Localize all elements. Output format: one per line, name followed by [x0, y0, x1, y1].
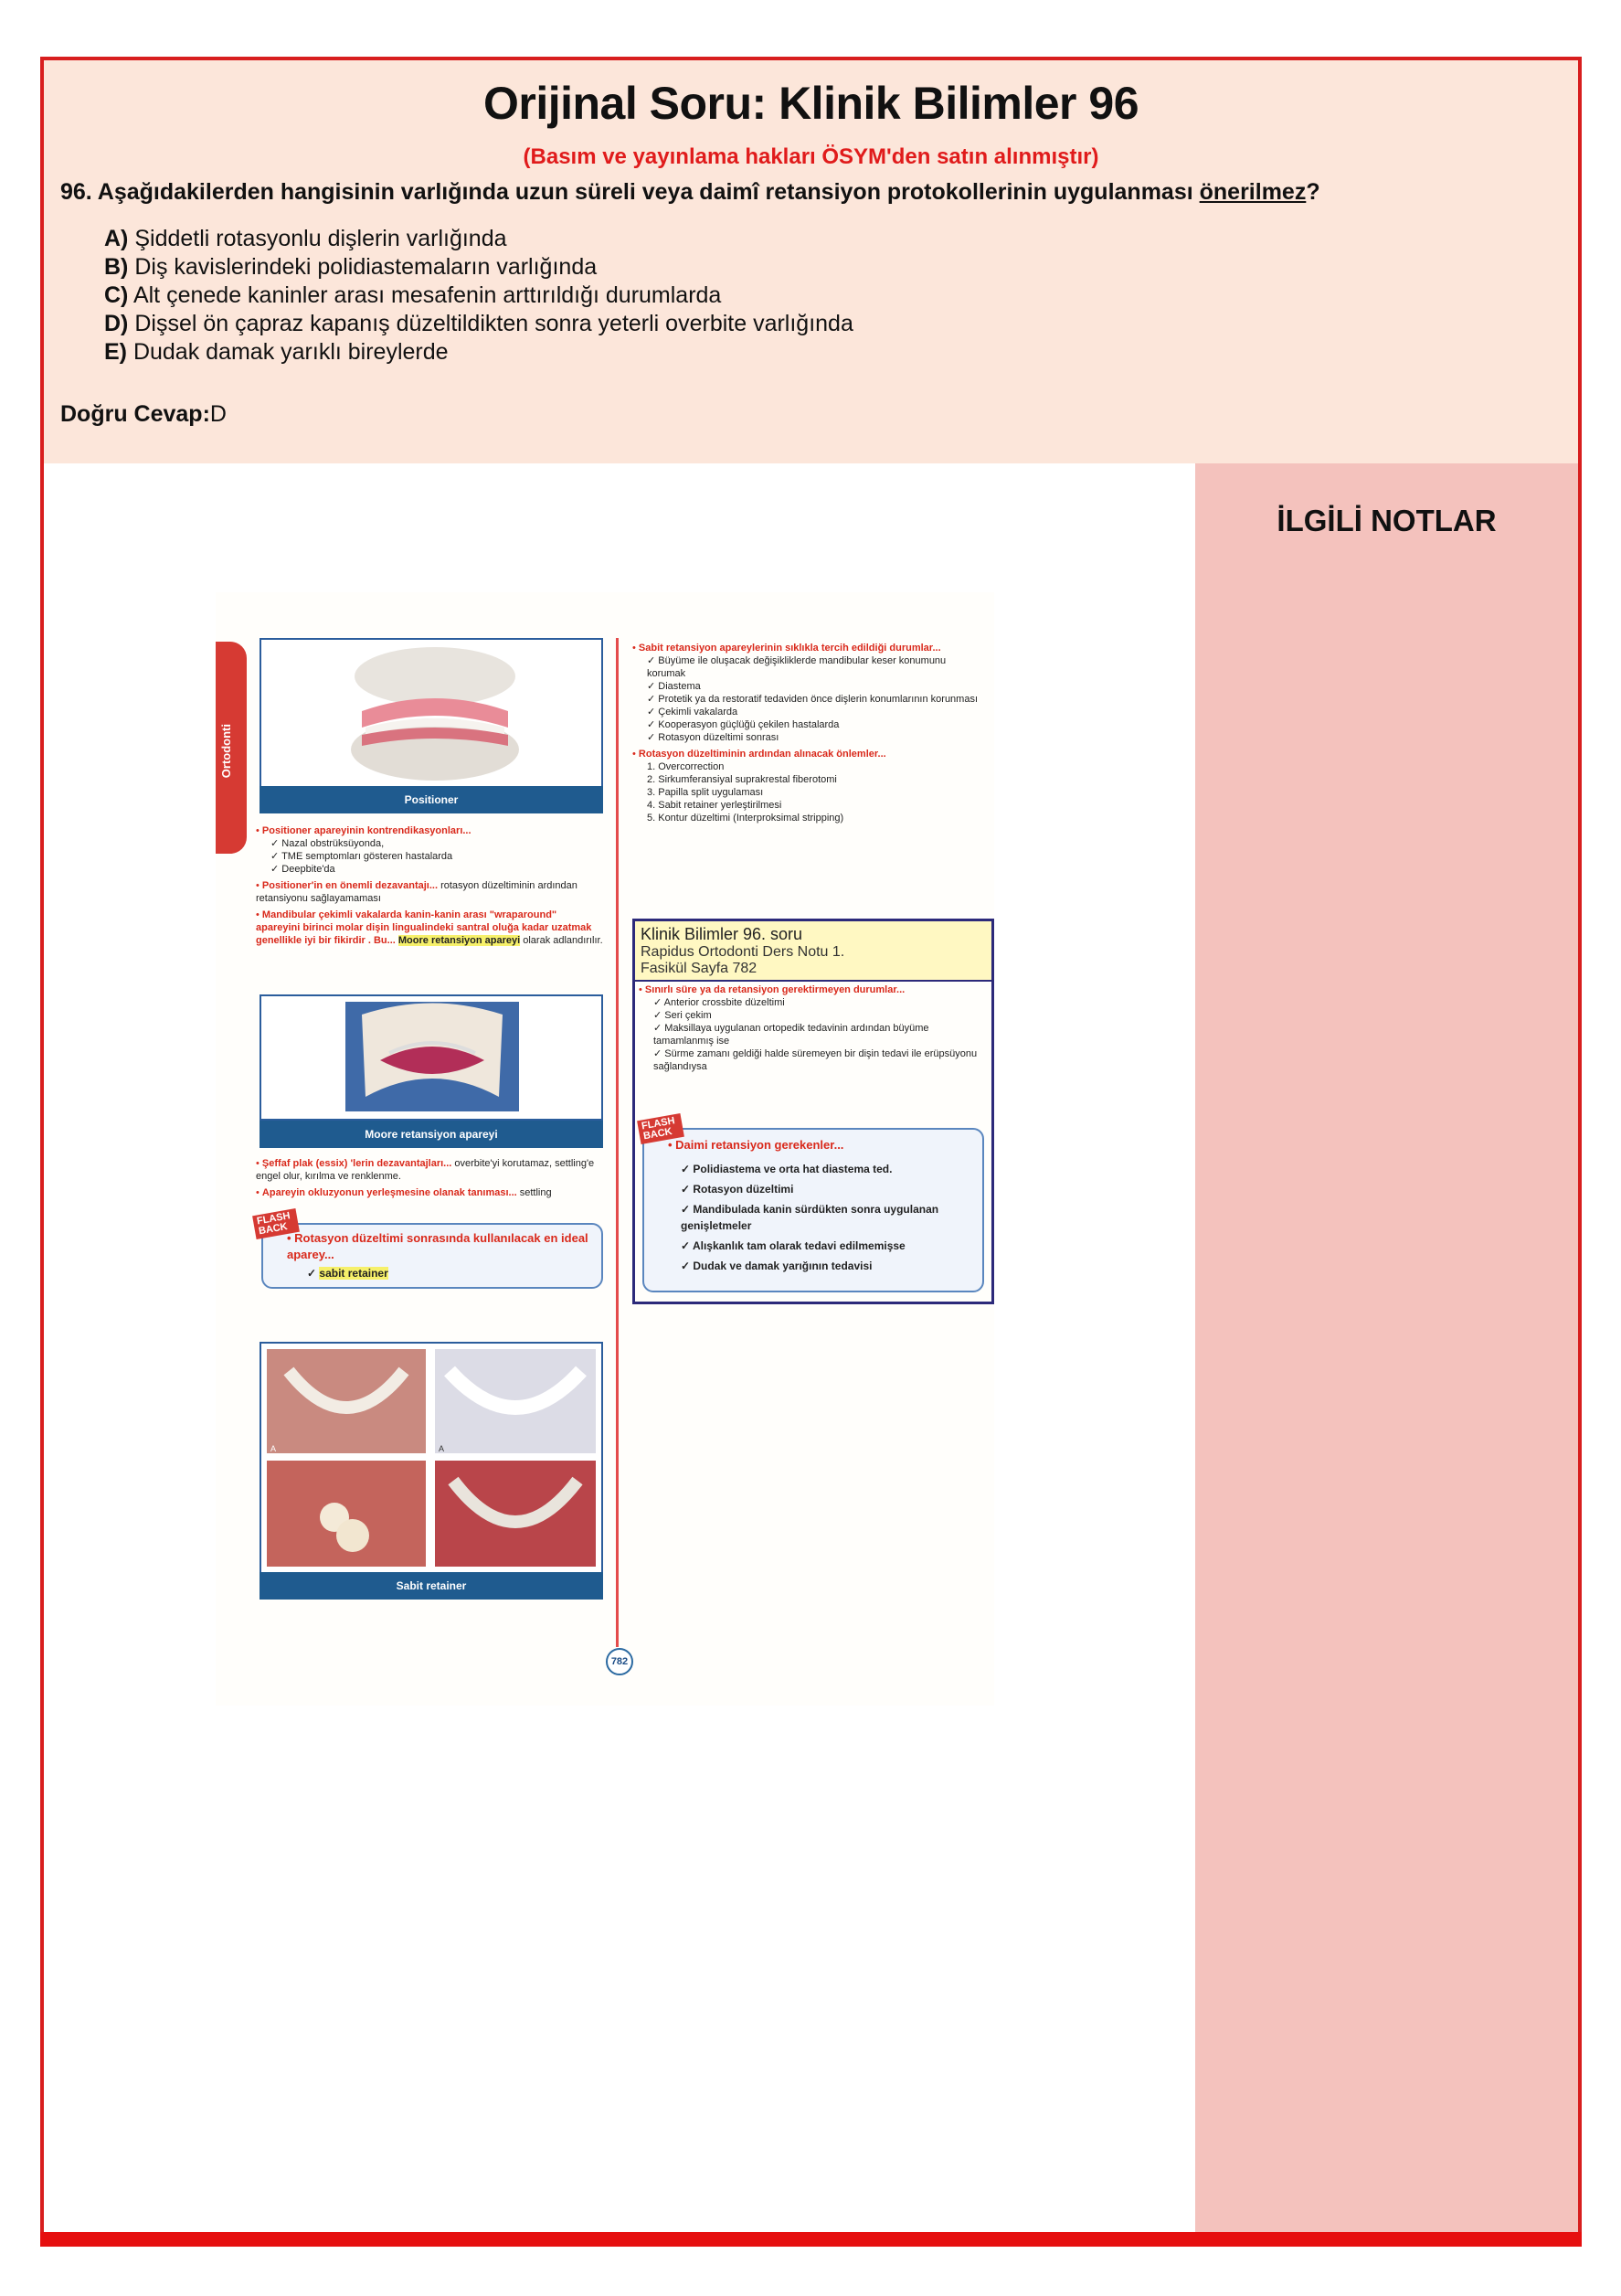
- positioner-notes: • Positioner apareyinin kontrendikasyonları... ✓ Nazal obstrüksüyonda, ✓ TME semptomları gösteren hastalarda ✓ Deepbite'da • Positioner'in en önemli dezavantajı... rotasyon düzeltiminin ardından retansiyonu sağlayamaması • Mandibular çekimli vakalarda kanin-kanin arası "wraparound" apareyini birinci molar dişin lingualindeki santral oluğa kadar uzatmak genellikle iyi bir fikirdir . Bu... Moore retansiyon apareyi olarak adlandırılır.: [256, 825, 603, 946]
- limited-retention-notes: • Sınırlı süre ya da retansiyon gerektirmeyen durumlar... ✓ Anterior crossbite düzeltimi ✓ Seri çekim ✓ Maksillaya uygulanan ortopedik tedavinin ardından büyüme tamamlanmış ise ✓ Sürme zamanı geldiği halde süremeyen bir dişin tedavi ile erüpsüyonu sağlandıysa: [639, 984, 978, 1072]
- positioner-caption: Positioner: [260, 786, 603, 813]
- option-d: D) Dişsel ön çapraz kapanış düzeltildikten sonra yeterli overbite varlığında: [104, 311, 853, 336]
- moore-caption: Moore retansiyon apareyi: [260, 1121, 603, 1148]
- bottom-bar: [40, 2232, 1582, 2247]
- essix-notes: • Şeffaf plak (essix) 'lerin dezavantajları... overbite'yi korutamaz, settling'e engel olur, kırılma ve renklenme. • Apareyin okluzyonun yerleşmesine olanak tanıması... settling: [256, 1158, 595, 1198]
- section-tab: Ortodonti: [216, 642, 247, 854]
- notes-title: İLGİLİ NOTLAR: [1277, 504, 1497, 537]
- right-column-notes: • Sabit retansiyon apareylerinin sıklıkla tercih edildiği durumlar... ✓ Büyüme ile oluşacak değişikliklerde mandibular keser konumunu korumak ✓ Diastema ✓ Protetik ya da restoratif tedaviden önce dişlerin konumlarının korunması ✓ Çekimli vakalarda ✓ Kooperasyon güçlüğü çekilen hastalarda ✓ Rotasyon düzeltimi sonrası • Rotasyon düzeltiminin ardından alınacak önlemler... 1. Overcorrection 2. Sirkumferansiyal suprakrestal fiberotomi 3. Papilla split uygulaması 4. Sabit retainer yerleştirilmesi 5. Kontur düzeltimi (Interproksimal stripping): [632, 643, 979, 824]
- option-c: C) Alt çenede kaninler arası mesafenin arttırıldığı durumlarda: [104, 282, 722, 308]
- copyright-note: (Basım ve yayınlama hakları ÖSYM'den satın alınmıştır): [523, 144, 1099, 169]
- option-b: B) Diş kavislerindeki polidiastemaların varlığında: [104, 254, 598, 280]
- fig3-label-a1: A: [270, 1444, 277, 1453]
- flashback-box-2: FLASH BACK • Daimi retansiyon gerekenler... ✓ Polidiastema ve orta hat diastema ted. ✓ Rotasyon düzeltimi ✓ Mandibulada kanin sürdükten sonra uygulanan genişletmeler ✓ Alışkanlık tam olarak tedavi edilmemişse ✓ Dudak ve damak yarığının tedavisi: [642, 1128, 984, 1292]
- option-a: A) Şiddetli rotasyonlu dişlerin varlığında: [104, 226, 507, 251]
- flashback-box-1: FLASH BACK • Rotasyon düzeltimi sonrasında kullanılacak en ideal aparey... ✓ sabit retainer: [261, 1223, 603, 1289]
- flashback-tag: FLASH BACK: [252, 1208, 300, 1239]
- reference-header: Klinik Bilimler 96. soru Rapidus Ortodonti Ders Notu 1. Fasikül Sayfa 782: [635, 921, 991, 982]
- question-text: 96. Aşağıdakilerden hangisinin varlığında uzun süreli veya daimî retansiyon protokollerinin uygulanması önerilmez?: [60, 179, 1320, 205]
- fig3-label-a2: A: [439, 1444, 445, 1453]
- correct-answer: Doğru Cevap:D: [60, 401, 227, 427]
- page-title: Orijinal Soru: Klinik Bilimler 96: [482, 78, 1139, 129]
- page-frame: [40, 57, 1582, 2245]
- page-number: 782: [606, 1648, 633, 1675]
- flashback-tag-2: FLASH BACK: [637, 1113, 684, 1144]
- sabit-retainer-caption: Sabit retainer: [260, 1572, 603, 1600]
- option-e: E) Dudak damak yarıklı bireylerde: [104, 339, 449, 365]
